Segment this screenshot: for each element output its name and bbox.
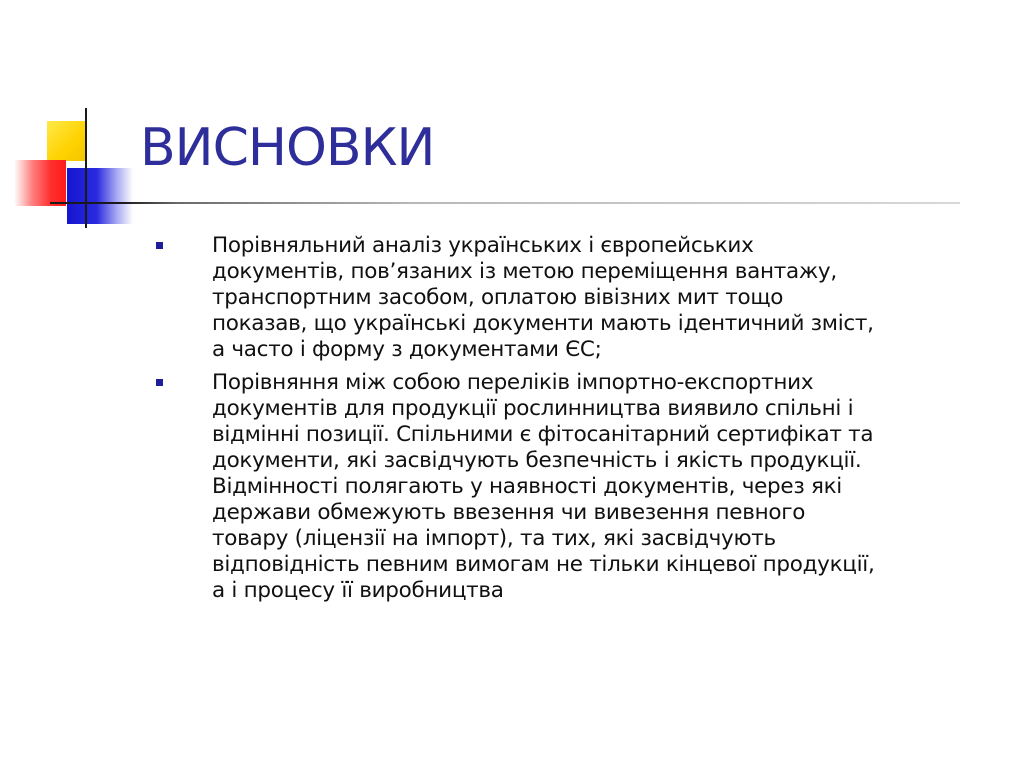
bullet-list [156,233,998,611]
decorative-blue-square [67,168,133,224]
slide-title: ВИСНОВКИ [140,118,435,178]
bullet-text: Порівняльний аналіз українських і європейських документів, пов’язаних із метою переміщення вантажу, транспортним засобом, оплатою вівізних мит тощо показав, що українські документи мають ідентичний зміст, а часто і форму з документами ЄС; [212,233,874,362]
list-item [156,370,998,604]
square-bullet-icon [156,379,163,386]
title-underline-divider [50,202,960,204]
decorative-red-square [14,160,66,206]
list-item [156,233,998,363]
square-bullet-icon [156,242,163,249]
decorative-vertical-line [85,108,87,228]
decorative-yellow-square [47,121,87,161]
bullet-text: Порівняння між собою переліків імпортно-експортних документів для продукції рослинництва виявило спільні і відмінні позиції. Спільними є фітосанітарний сертифікат та документи, які засвідчують безпечність і якість продукції. Відмінності полягають у наявності документів, через які держави обмежують ввезення чи вивезення певного товару (ліцензії на імпорт), та тих, які засвідчують відповідність певним вимогам не тільки кінцевої продукції, а і процесу її виробництва [212,370,875,603]
